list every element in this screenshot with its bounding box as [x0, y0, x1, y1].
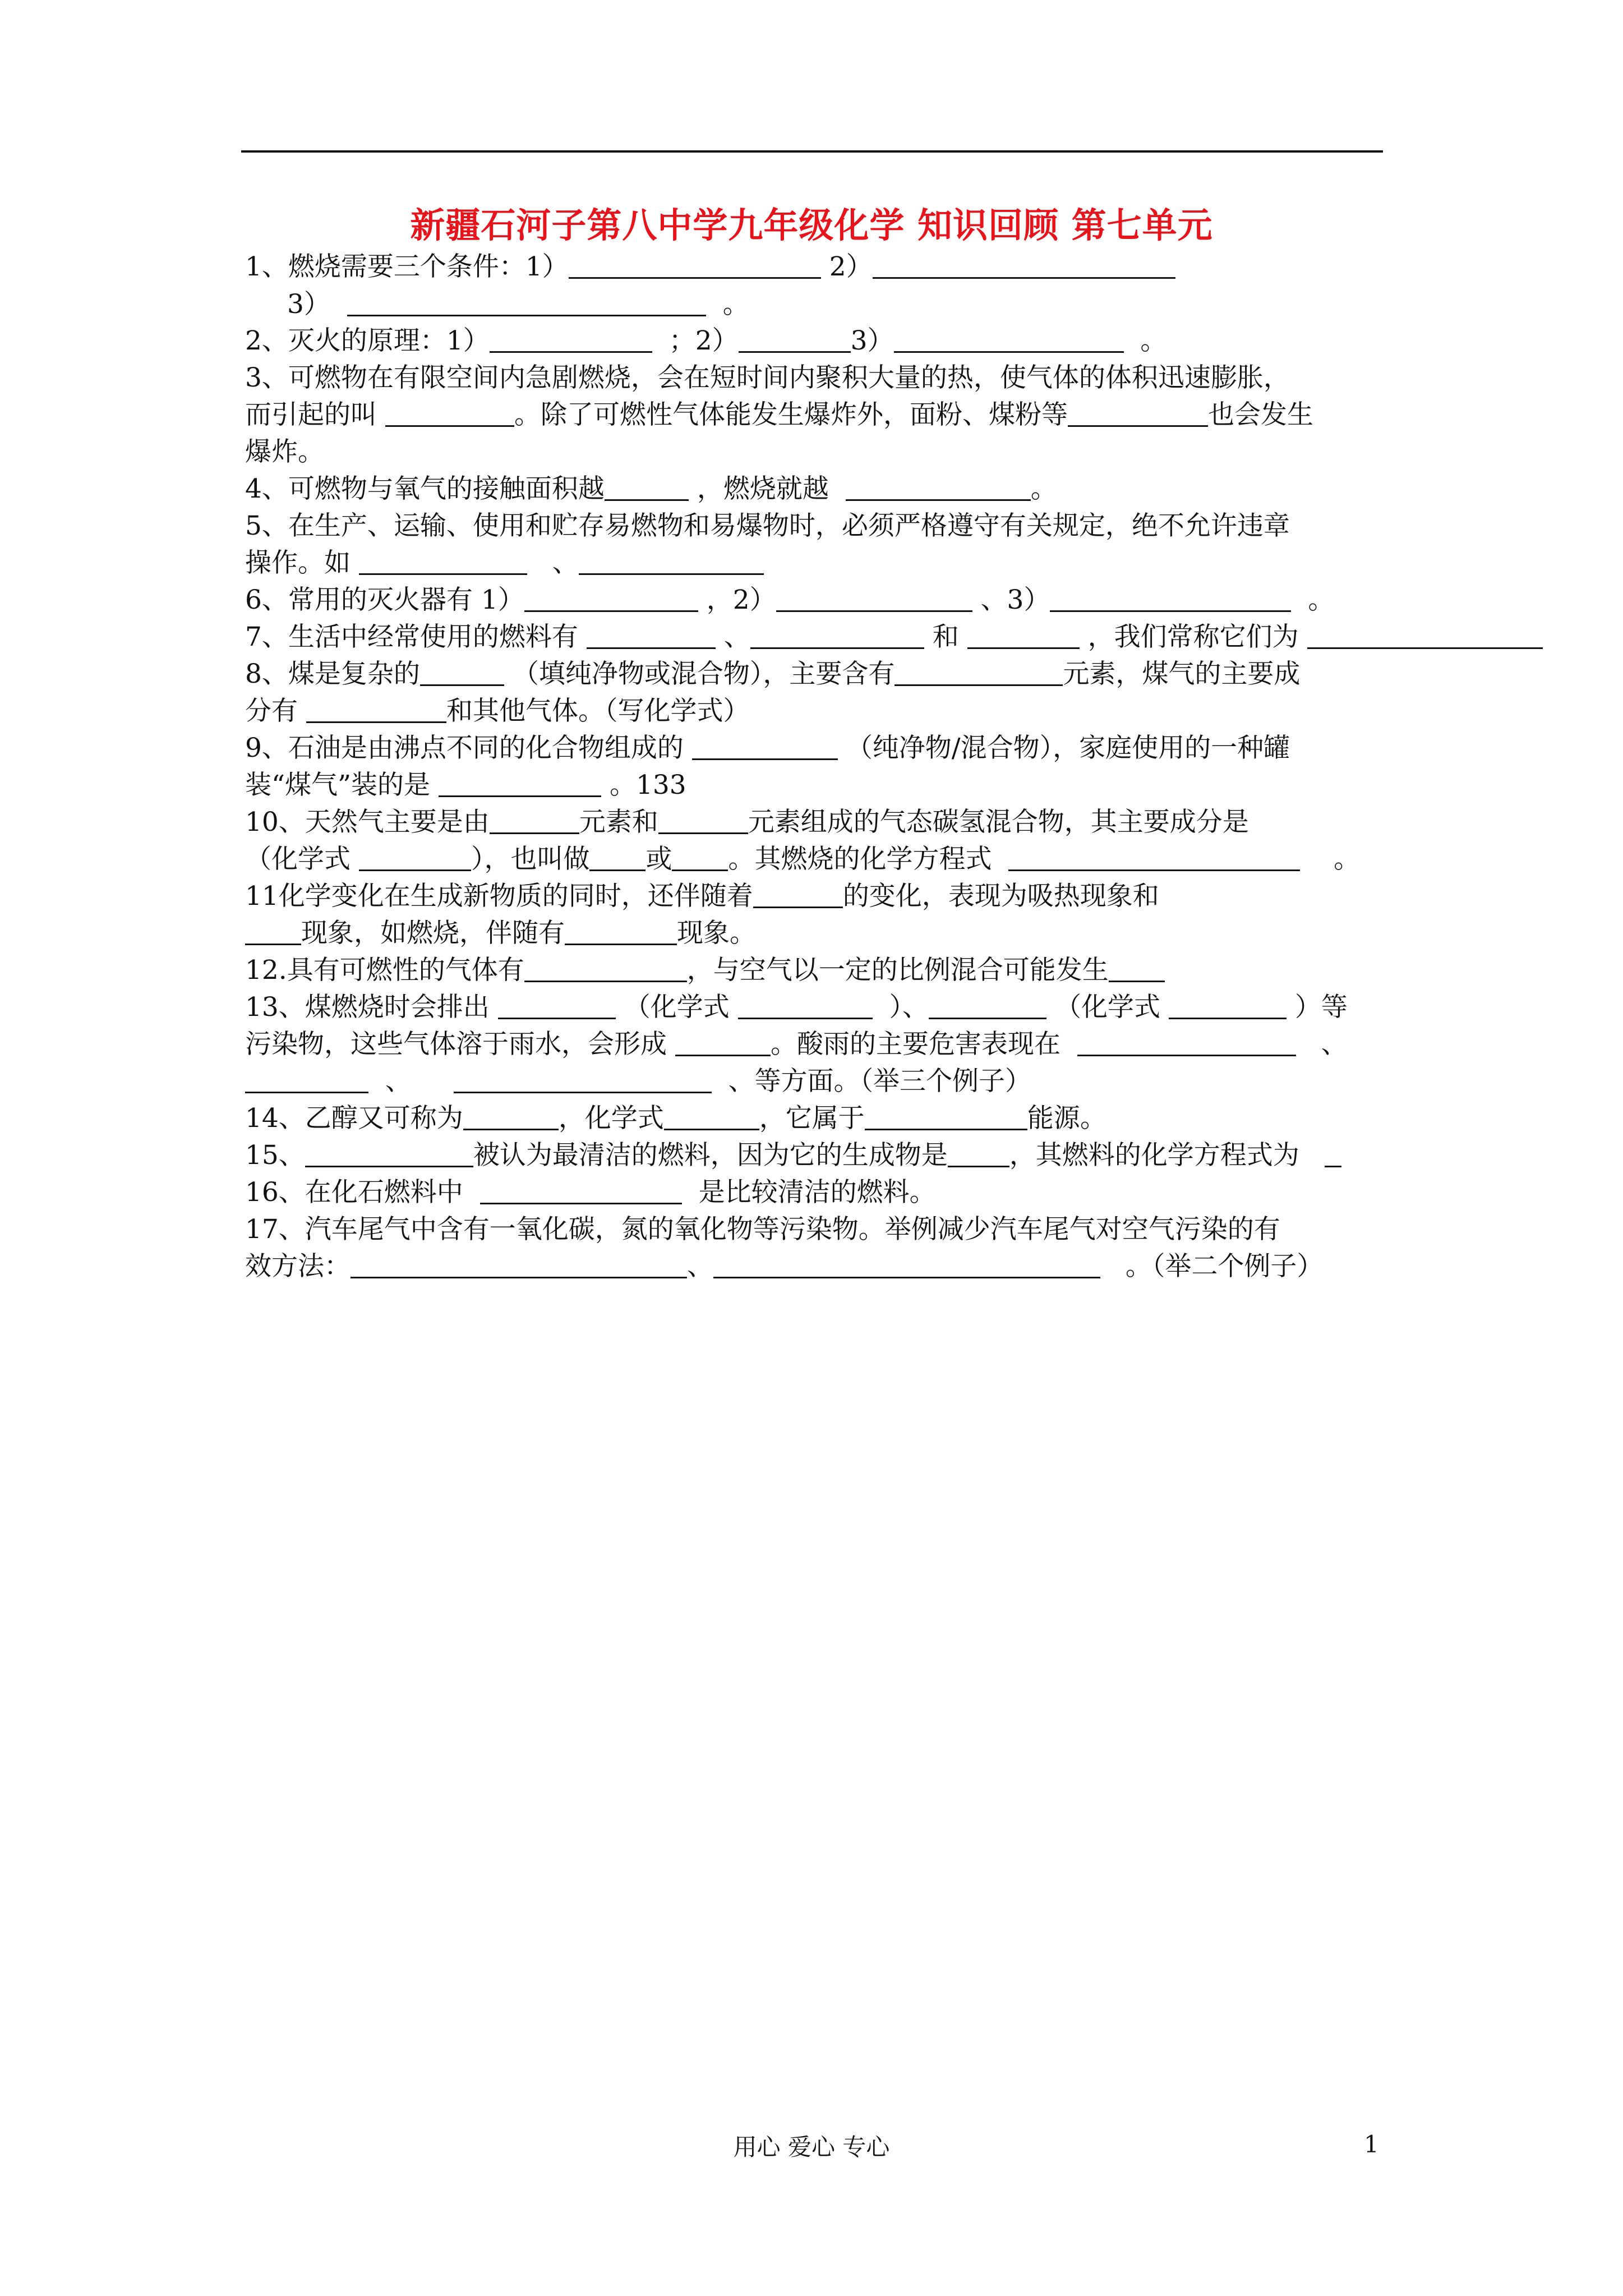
answer-blank[interactable]: [1325, 1140, 1341, 1167]
answer-blank[interactable]: [692, 733, 838, 760]
page-footer: 用心 爱心 专心: [733, 2133, 890, 2161]
answer-blank[interactable]: [672, 844, 728, 871]
answer-blank[interactable]: [351, 1251, 687, 1278]
question-3-cont2: 爆炸。: [245, 436, 324, 467]
question-11: 11化学变化在生成新物质的同时，还伴随着 的变化，表现为吸热现象和: [245, 881, 1159, 912]
question-5-cont: 操作。如 、: [245, 546, 764, 580]
answer-blank[interactable]: [245, 918, 301, 945]
question-11-cont: 现象，如燃烧，伴随有 现象。: [245, 917, 756, 950]
answer-blank[interactable]: [846, 473, 1031, 501]
question-10: 10、天然气主要是由 元素和 元素组成的气态碳氢混合物，其主要成分是: [245, 807, 1249, 838]
answer-blank[interactable]: [713, 1251, 1100, 1278]
answer-blank[interactable]: [895, 659, 1063, 686]
question-12: 12.具有可燃性的气体有 ，与空气以一定的比例混合可能发生: [245, 954, 1165, 987]
question-5: 5、在生产、运输、使用和贮存易燃物和易爆物时，必须严格遵守有关规定，绝不允许违章: [245, 510, 1290, 541]
answer-blank[interactable]: [480, 1177, 682, 1204]
answer-blank[interactable]: [753, 881, 843, 908]
page-title: 新疆石河子第八中学九年级化学 知识回顾 第七单元: [410, 205, 1213, 246]
answer-blank[interactable]: [587, 622, 716, 649]
answer-blank[interactable]: [420, 659, 504, 686]
question-8-cont: 分有 和其他气体。（写化学式）: [245, 696, 750, 726]
answer-blank[interactable]: [873, 251, 1175, 279]
question-3-cont: 而引起的叫 。除了可燃性气体能发生爆炸外，面粉、煤粉等 也会发生: [245, 399, 1313, 430]
question-9-cont: 装“煤气”装的是 。133: [245, 770, 686, 800]
page-number: 1: [1364, 2131, 1379, 2158]
question-13-cont2: 、 、等方面。（举三个例子）: [245, 1065, 1031, 1098]
answer-blank[interactable]: [1077, 1029, 1296, 1056]
answer-blank[interactable]: [1169, 992, 1287, 1019]
answer-blank[interactable]: [359, 844, 471, 871]
answer-blank[interactable]: [524, 955, 687, 982]
answer-blank[interactable]: [245, 1066, 368, 1093]
question-16: 16、在化石燃料中 是比较清洁的燃料。: [245, 1177, 936, 1208]
answer-blank[interactable]: [490, 325, 652, 353]
answer-blank[interactable]: [675, 1029, 771, 1056]
answer-blank[interactable]: [439, 770, 601, 797]
answer-blank[interactable]: [739, 325, 851, 353]
question-17: 17、汽车尾气中含有一氧化碳，氮的氧化物等污染物。举例减少汽车尾气对空气污染的有: [245, 1214, 1280, 1245]
answer-blank[interactable]: [894, 325, 1124, 353]
question-8: 8、煤是复杂的 （填纯净物或混合物），主要含有 元素，煤气的主要成: [245, 659, 1301, 689]
question-1-cont: 3） 。: [287, 289, 749, 320]
answer-blank[interactable]: [490, 807, 579, 834]
answer-blank[interactable]: [1068, 399, 1208, 427]
answer-blank[interactable]: [463, 1103, 559, 1130]
answer-blank[interactable]: [1050, 585, 1291, 612]
question-13-cont: 污染物，这些气体溶于雨水，会形成 。酸雨的主要危害表现在 、: [245, 1029, 1348, 1060]
answer-blank[interactable]: [306, 696, 446, 723]
answer-blank[interactable]: [948, 1140, 1009, 1167]
answer-blank[interactable]: [750, 622, 924, 649]
answer-blank[interactable]: [929, 992, 1046, 1019]
question-6: 6、常用的灭火器有 1） ，2） 、3） 。: [245, 585, 1335, 615]
question-2: 2、灭火的原理：1） ；2） 3） 。: [245, 325, 1167, 356]
question-9: 9、石油是由沸点不同的化合物组成的 （纯净物/混合物），家庭使用的一种罐: [245, 733, 1290, 763]
answer-blank[interactable]: [565, 918, 677, 945]
answer-blank[interactable]: [1307, 622, 1543, 649]
answer-blank[interactable]: [524, 585, 698, 612]
question-4: 4、可燃物与氧气的接触面积越 ，燃烧就越 。: [245, 473, 1057, 504]
answer-blank[interactable]: [347, 289, 706, 316]
question-17-cont: 效方法： 、 。（举二个例子）: [245, 1251, 1324, 1282]
answer-blank[interactable]: [664, 1103, 759, 1130]
question-3: 3、可燃物在有限空间内急剧燃烧，会在短时间内聚积大量的热，使气体的体积迅速膨胀，: [245, 362, 1290, 393]
question-14: 14、乙醇又可称为 ，化学式 ，它属于 能源。: [245, 1103, 1106, 1134]
answer-blank[interactable]: [359, 547, 527, 575]
answer-blank[interactable]: [454, 1066, 712, 1093]
answer-blank[interactable]: [1109, 955, 1165, 982]
answer-blank[interactable]: [589, 844, 645, 871]
answer-blank[interactable]: [498, 992, 616, 1019]
question-13: 13、煤燃烧时会排出 （化学式 ）、 （化学式 ）等: [245, 992, 1348, 1023]
answer-blank[interactable]: [605, 473, 689, 501]
answer-blank[interactable]: [579, 547, 764, 575]
answer-blank[interactable]: [569, 251, 821, 279]
answer-blank[interactable]: [1008, 844, 1300, 871]
question-10-cont: （化学式 ），也叫做 或 。其燃烧的化学方程式 。: [245, 844, 1361, 875]
question-15: 15、 被认为最清洁的燃料，因为它的生成物是 ，其燃料的化学方程式为: [245, 1139, 1341, 1172]
answer-blank[interactable]: [385, 399, 514, 427]
answer-blank[interactable]: [776, 585, 972, 612]
answer-blank[interactable]: [738, 992, 873, 1019]
answer-blank[interactable]: [305, 1140, 473, 1167]
answer-blank[interactable]: [658, 807, 748, 834]
question-1: 1、燃烧需要三个条件：1） 2）: [245, 250, 1175, 284]
answer-blank[interactable]: [967, 622, 1080, 649]
answer-blank[interactable]: [865, 1103, 1027, 1130]
header-rule: [241, 150, 1383, 153]
question-7: 7、生活中经常使用的燃料有 、 和 ，我们常称它们为: [245, 620, 1543, 654]
